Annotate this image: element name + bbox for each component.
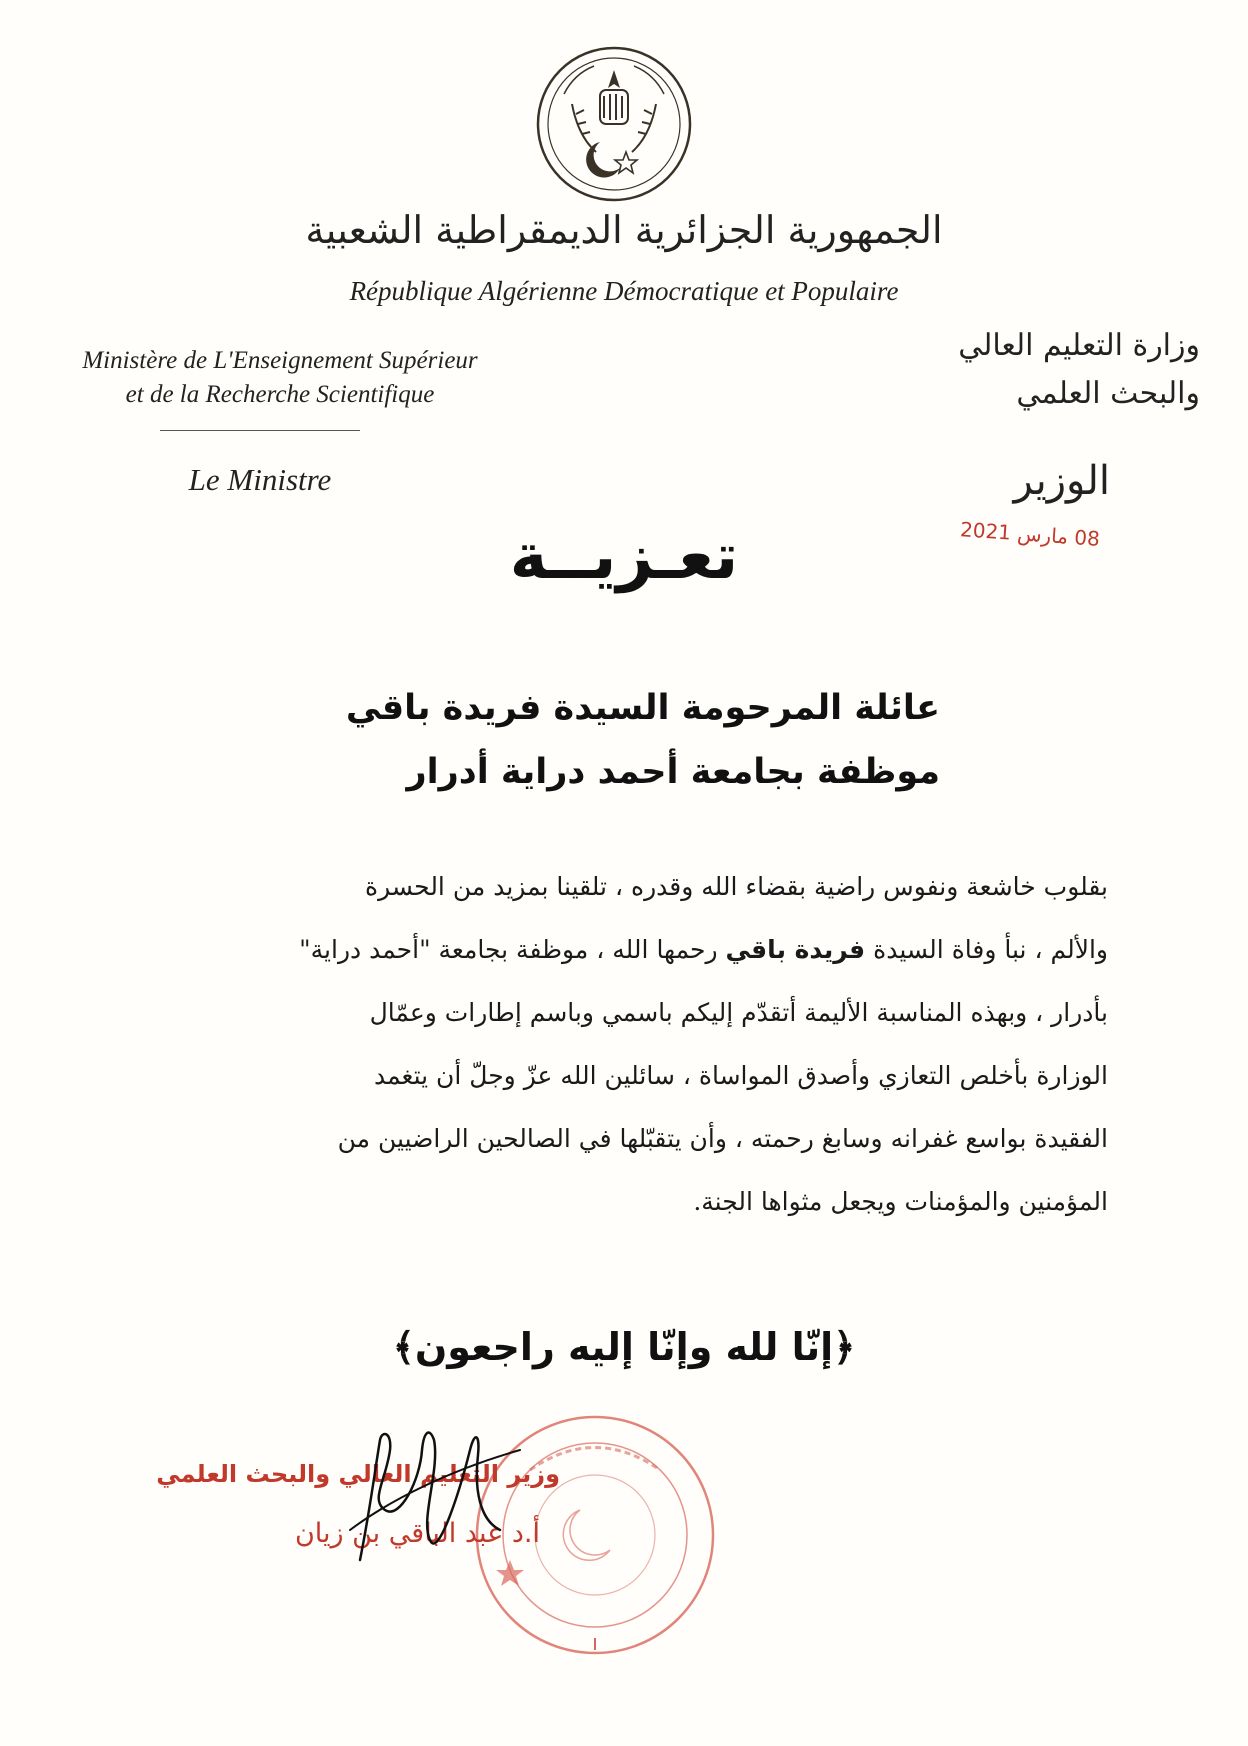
ministry-french-line-2: et de la Recherche Scientifique [125, 381, 435, 408]
body-line-2-end: رحمها الله ، موظفة بجامعة "أحمد دراية" [299, 935, 726, 964]
minister-arabic: الوزير [1013, 458, 1110, 504]
ministry-french-line-1: Ministère de L'Enseignement Supérieur [82, 347, 478, 374]
addressee-line-1: عائلة المرحومة السيدة فريدة باقي [345, 688, 940, 728]
body-line-4: الوزارة بأخلص التعازي وأصدق المواساة ، سائلين الله عزّ وجلّ أن يتغمد [373, 1061, 1108, 1090]
body-line-5: الفقيدة بواسع غفرانه وسابغ رحمته ، وأن يتقبّلها في الصالحين الراضيين من [337, 1124, 1108, 1153]
handwritten-signature [330, 1410, 530, 1580]
republic-french: République Algérienne Démocratique et Populaire [349, 276, 899, 306]
deceased-name: فريدة باقي [725, 935, 866, 964]
addressee-line-2: موظفة بجامعة أحمد دراية أدرار [406, 752, 940, 792]
document-title: تعـزيــة [509, 520, 739, 594]
date-stamp: 08 مارس 2021 [959, 517, 1101, 551]
national-emblem [534, 44, 694, 204]
ministry-arabic-line-1: وزارة التعليم العالي [958, 328, 1200, 363]
republic-arabic: الجمهورية الجزائرية الديمقراطية الشعبية [305, 208, 943, 252]
ministry-arabic-line-2: والبحث العلمي [1016, 376, 1200, 411]
minister-french: Le Ministre [188, 462, 332, 497]
condolence-body [140, 855, 1108, 1233]
signatory-title: وزير التعليم العالي والبحث العلمي [156, 1460, 560, 1488]
body-line-6: المؤمنين والمؤمنات ويجعل مثواها الجنة. [693, 1187, 1108, 1216]
body-line-3: بأدرار ، وبهذه المناسبة الأليمة أتقدّم إليكم باسمي وباسم إطارات وعمّال [369, 998, 1108, 1027]
addressee [300, 676, 940, 804]
quran-verse: ﴿إنّا لله وإنّا إليه راجعون﴾ [392, 1325, 856, 1369]
signatory-name: أ.د عبد الباقي بن زيان [294, 1518, 540, 1549]
divider-line [160, 430, 360, 431]
body-line-1: بقلوب خاشعة ونفوس راضية بقضاء الله وقدره ، تلقينا بمزيد من الحسرة [364, 872, 1108, 901]
ministry-french [30, 344, 530, 412]
ministry-arabic [820, 322, 1200, 418]
body-line-2 [140, 918, 1108, 981]
body-line-2-start: والألم ، نبأ وفاة السيدة [865, 935, 1108, 964]
